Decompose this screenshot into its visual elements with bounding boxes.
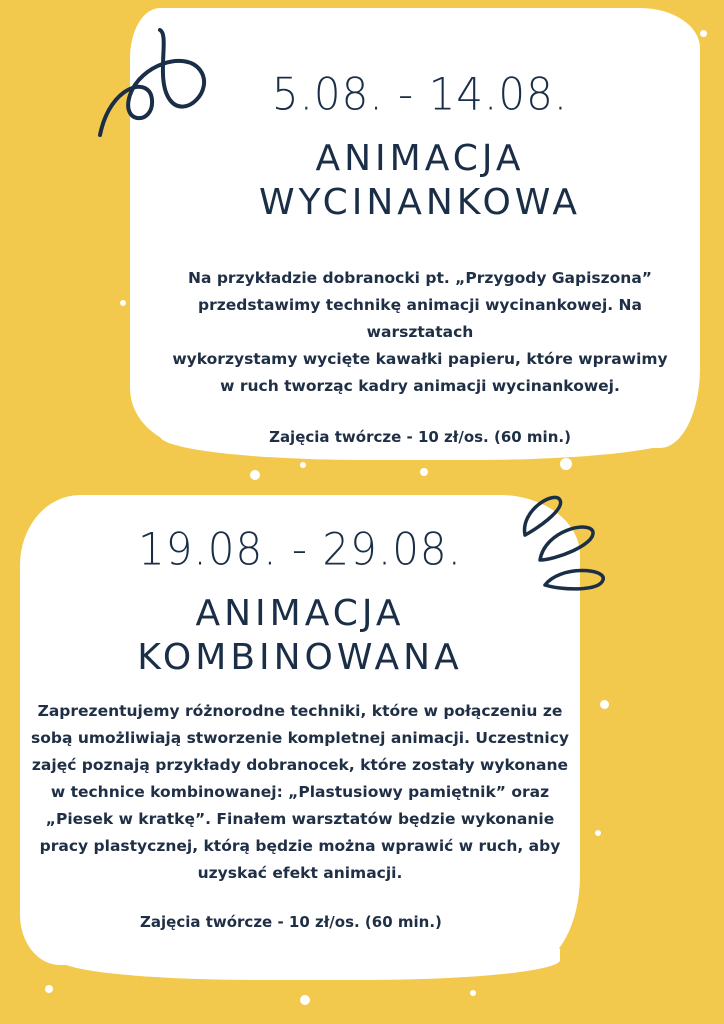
desc-line: w technice kombinowanej: „Plastusiowy pamiętnik” oraz	[50, 783, 550, 801]
workshop-description	[150, 265, 690, 400]
splatter-dot	[595, 830, 601, 836]
price-info: Zajęcia twórcze - 10 zł/os. (60 min.)	[140, 913, 442, 931]
splatter-dot	[300, 995, 310, 1005]
price-info: Zajęcia twórcze - 10 zł/os. (60 min.)	[269, 428, 571, 446]
workshop-title	[30, 592, 570, 680]
title-line: KOMBINOWANA	[137, 637, 463, 678]
splatter-dot	[700, 30, 707, 37]
title-line: ANIMACJA	[195, 593, 405, 634]
workshop-description	[30, 698, 570, 887]
splatter-dot	[600, 700, 609, 709]
splatter-dot	[470, 990, 476, 996]
title-line: WYCINANKOWA	[258, 182, 582, 223]
desc-line: Zaprezentujemy różnorodne techniki, które w połączeniu ze	[37, 702, 563, 720]
splatter-dot	[250, 470, 260, 480]
workshop-section-1	[150, 70, 690, 446]
desc-line: wykorzystamy wycięte kawałki papieru, które wprawimy	[172, 350, 668, 368]
splatter-dot	[300, 462, 306, 468]
desc-line: przedstawimy technikę animacji wycinankowej. Na warsztatach	[198, 296, 642, 341]
date-range: 5.08. - 14.08.	[271, 68, 569, 121]
splatter-dot	[45, 985, 53, 993]
splatter-dot	[690, 300, 699, 309]
workshop-title	[150, 137, 690, 225]
splatter-dot	[420, 468, 428, 476]
paper-blob-bottom-edge	[60, 930, 560, 980]
desc-line: uzyskać efekt animacji.	[197, 864, 403, 882]
desc-line: zajęć poznają przykłady dobranocek, które zostały wykonane	[31, 756, 569, 774]
title-line: ANIMACJA	[315, 138, 525, 179]
workshop-section-2	[30, 525, 570, 931]
desc-line: pracy plastycznej, którą będzie można wprawić w ruch, aby	[39, 837, 561, 855]
desc-line: „Piesek w kratkę”. Finałem warsztatów będzie wykonanie	[45, 810, 555, 828]
desc-line: sobą umożliwiają stworzenie kompletnej animacji. Uczestnicy	[31, 729, 569, 747]
splatter-dot	[560, 458, 572, 470]
desc-line: Na przykładzie dobranocki pt. „Przygody Gapiszona”	[188, 269, 652, 287]
date-range: 19.08. - 29.08.	[137, 523, 463, 576]
desc-line: w ruch tworząc kadry animacji wycinankowej.	[220, 377, 620, 395]
splatter-dot	[120, 300, 126, 306]
